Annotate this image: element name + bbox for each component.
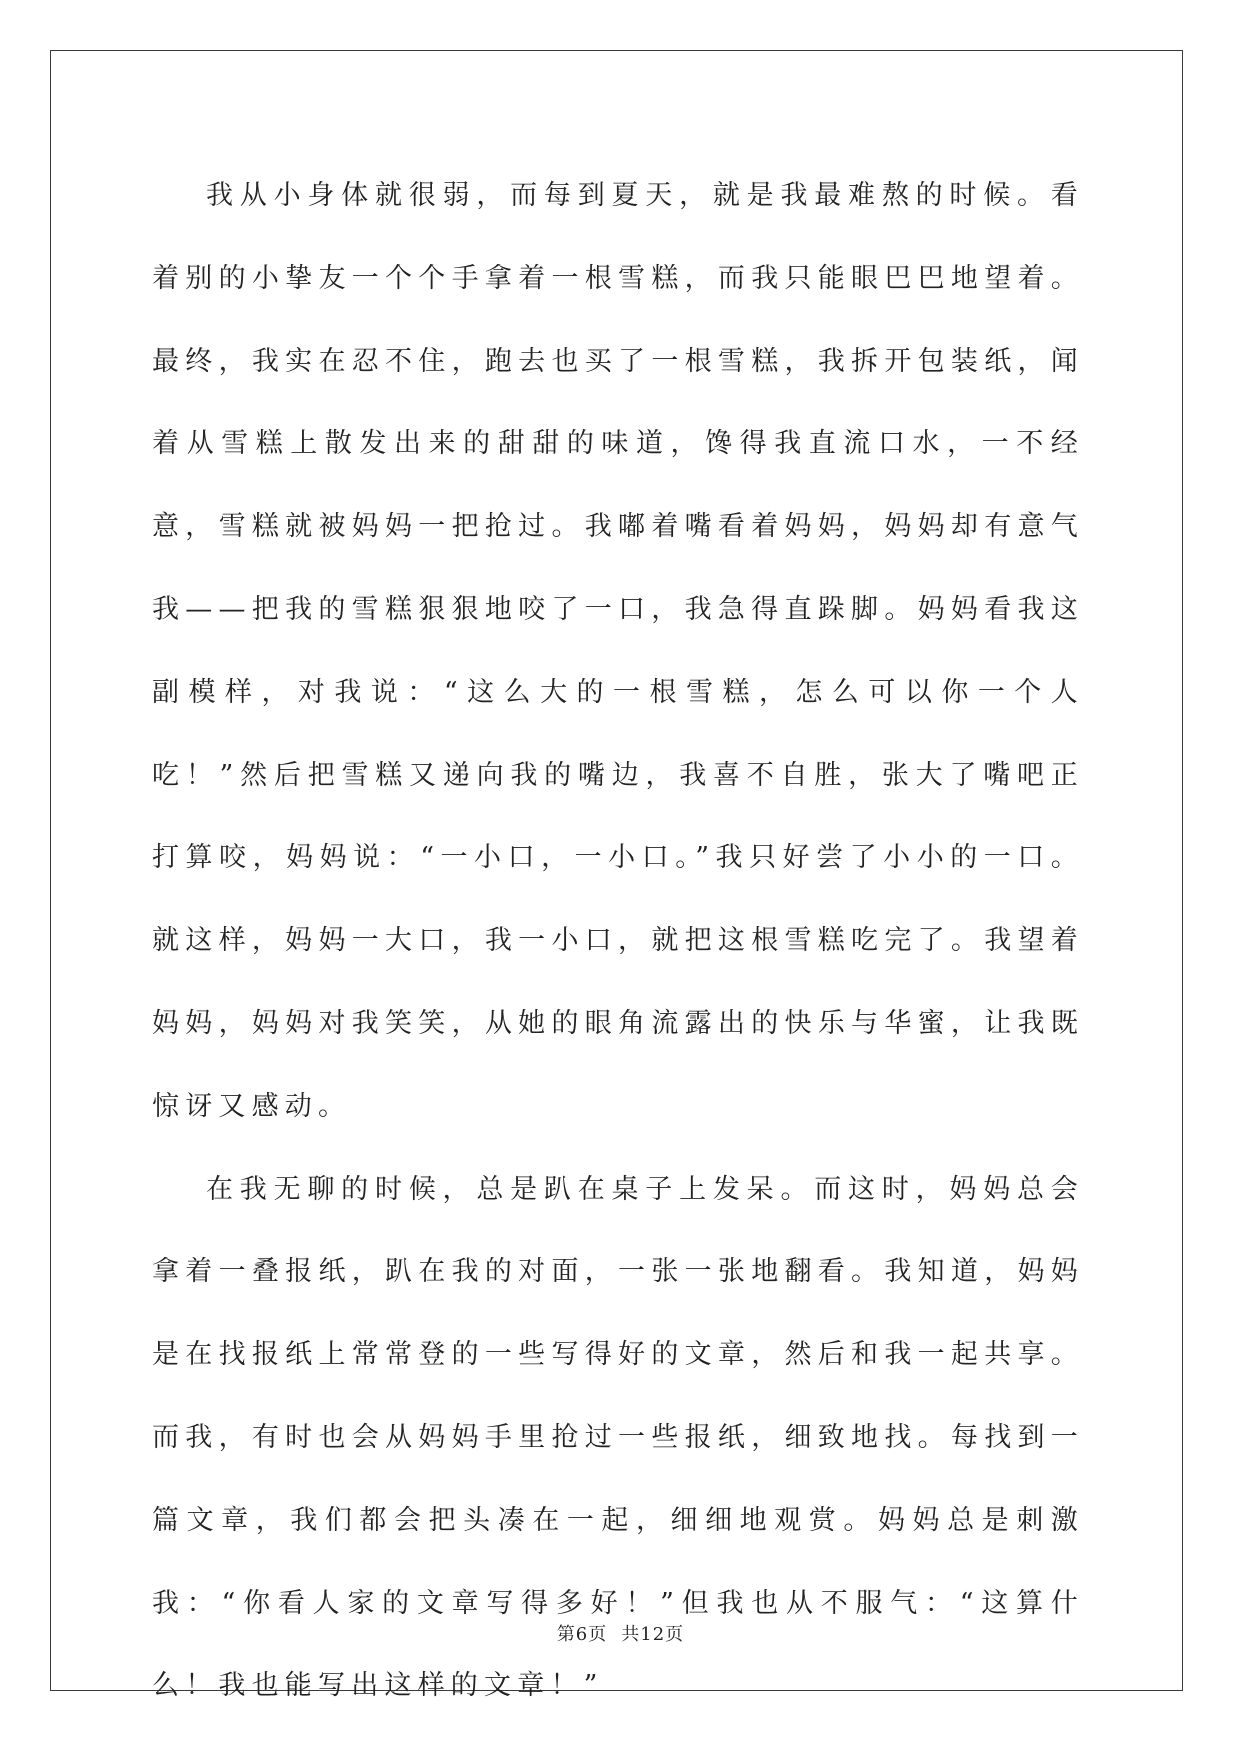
page-number-current: 第6页 (556, 1624, 608, 1645)
page-footer (0, 1620, 1241, 1646)
paragraph-1: 我从小身体就很弱，而每到夏天，就是我最难熬的时候。看着别的小挚友一个个手拿着一根雪糕，而我只能眼巴巴地望着。最终，我实在忍不住，跑去也买了一根雪糕，我拆开包装纸，闻着从雪糕上散发出来的甜甜的味道，馋得我直流口水，一不经意，雪糕就被妈妈一把抢过。我嘟着嘴看着妈妈，妈妈却有意气我——把我的雪糕狠狠地咬了一口，我急得直跺脚。妈妈看我这副模样，对我说：“这么大的一根雪糕，怎么可以你一个人吃！”然后把雪糕又递向我的嘴边，我喜不自胜，张大了嘴吧正打算咬，妈妈说：“一小口，一小口。”我只好尝了小小的一口。就这样，妈妈一大口，我一小口，就把这根雪糕吃完了。我望着妈妈，妈妈对我笑笑，从她的眼角流露出的快乐与华蜜，让我既惊讶又感动。 (152, 180, 1084, 1122)
page-number-total: 共12页 (621, 1624, 685, 1645)
paragraph-2: 在我无聊的时候，总是趴在桌子上发呆。而这时，妈妈总会拿着一叠报纸，趴在我的对面，一张一张地翻看。我知道，妈妈是在找报纸上常常登的一些写得好的文章，然后和我一起共享。而我，有时也会从妈妈手里抢过一些报纸，细致地找。每找到一篇文章，我们都会把头凑在一起，细细地观赏。妈妈总是刺激我：“你看人家的文章写得多好！”但我也从不服气：“这算什么！我也能写出这样的文章！” (152, 1173, 1084, 1702)
document-body (152, 155, 1084, 1728)
